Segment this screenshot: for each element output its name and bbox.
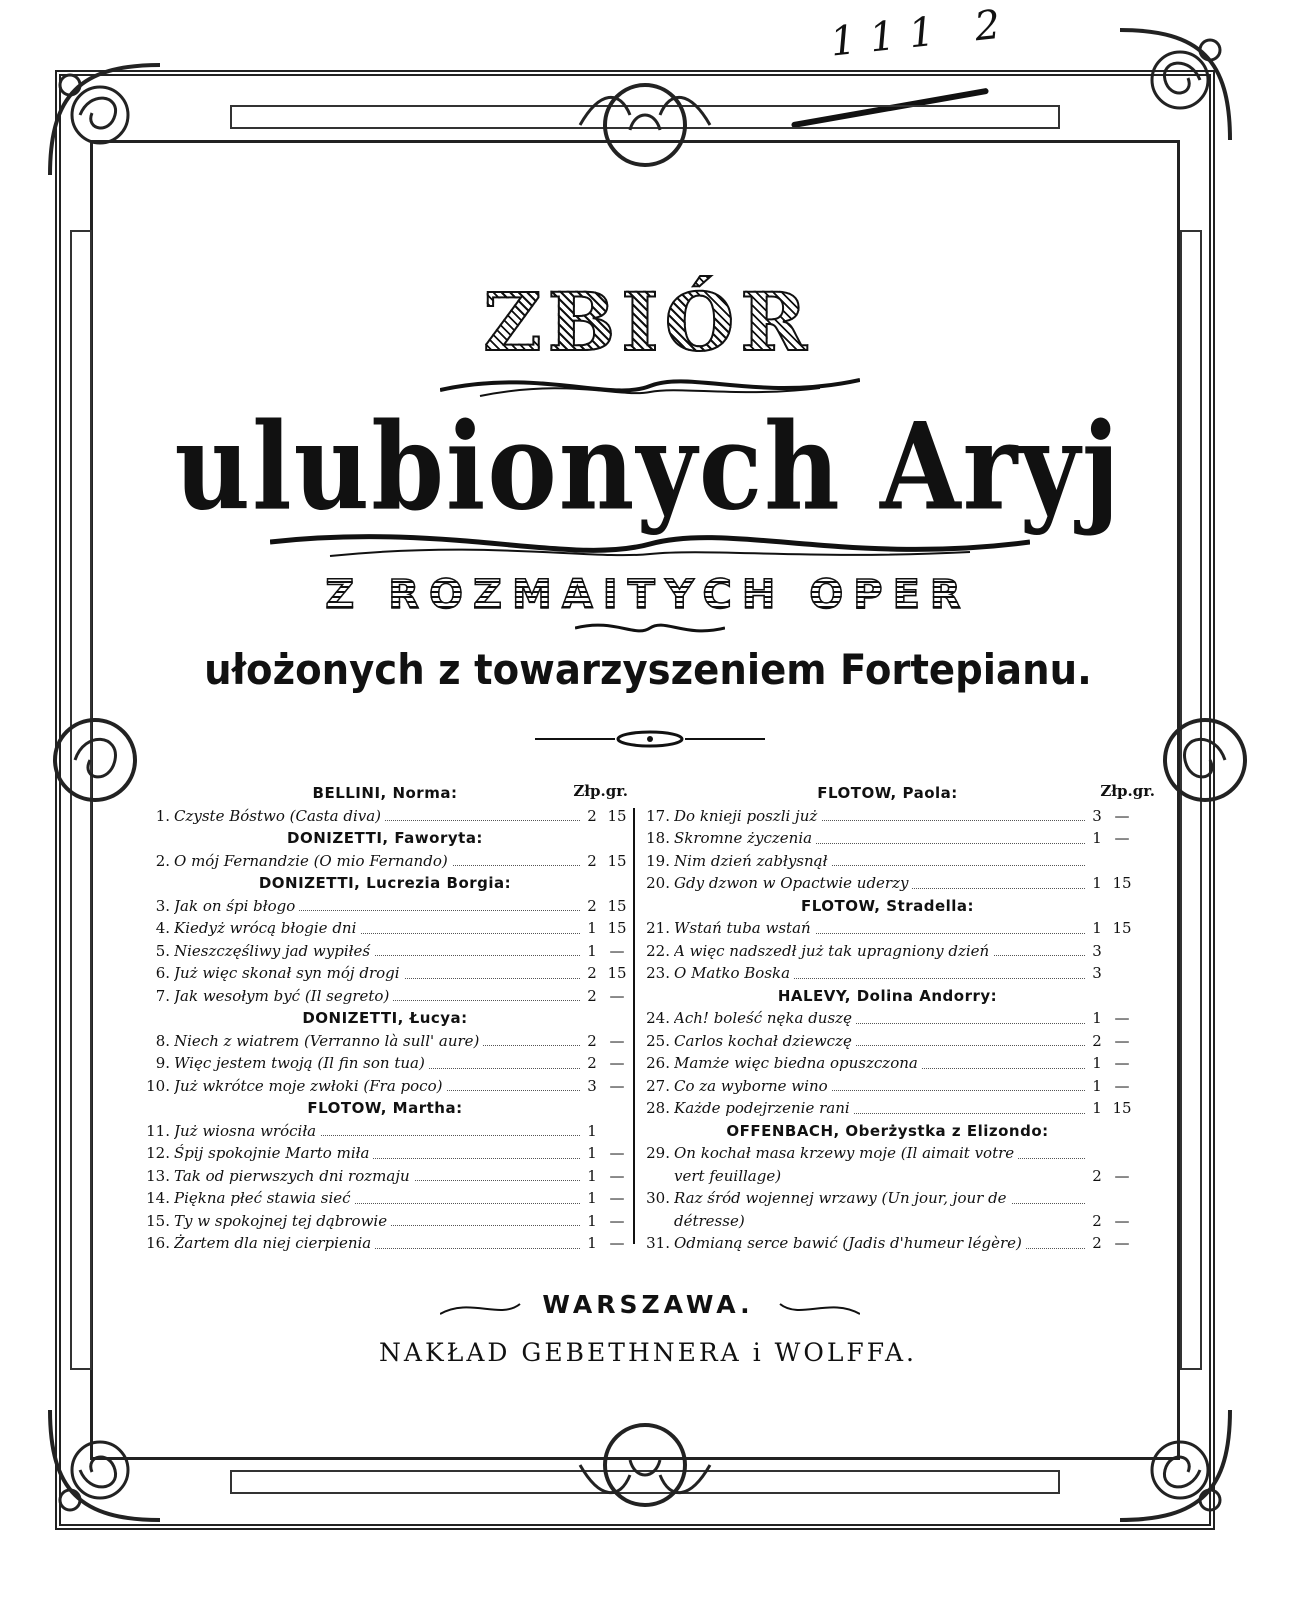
aria-entry [140,985,630,1008]
aria-number: 8. [155,1031,170,1050]
aria-number: 9. [155,1054,170,1072]
aria-entry [140,895,630,918]
aria-entry [640,917,1135,940]
aria-title-text: On kochał masa krzewy moje (Il aimait votre [674,1144,1018,1162]
price-zloty: 1 [587,1189,597,1207]
aria-number: 31. [646,1234,670,1252]
aria-title [174,962,580,985]
aria-number: 27. [646,1076,670,1095]
aria-title-text: Kiedyż wrócą błogie dni [174,919,360,937]
aria-title [174,917,580,940]
price-grosz: — [609,1211,625,1230]
aria-title [174,1187,580,1210]
price-zloty: 1 [587,919,597,937]
aria-title-text: vert feuillage) [674,1167,785,1185]
price-grosz: — [609,1054,625,1072]
aria-title [674,850,1085,873]
aria-title [674,1075,1085,1098]
aria-number: 14. [146,1189,170,1207]
title-zbior: ZBIÓR [0,275,1296,369]
price-grosz: 15 [607,964,627,982]
aria-title [174,1232,580,1255]
price-zloty: 1 [1092,1054,1102,1072]
aria-title-text: Śpij spokojnie Marto miła [174,1144,373,1162]
aria-title-text: Już wiosna wróciła [174,1122,320,1140]
aria-number: 6. [155,964,170,982]
aria-entry [640,872,1135,895]
price-zloty: 3 [1092,964,1102,982]
price-grosz [1109,962,1135,985]
price-zloty: 2 [587,851,597,870]
price-grosz: — [1114,1234,1130,1252]
aria-title [674,872,1085,895]
aria-title-text: Ach! boleść nęka duszę [674,1009,856,1027]
price-grosz [604,1120,630,1143]
corner-ornament-icon [40,1400,170,1530]
aria-entry [640,850,1135,873]
price-grosz: — [1114,829,1130,847]
aria-entry [640,1142,1135,1165]
aria-entry [140,1210,630,1233]
aria-number: 15. [146,1211,170,1230]
price-zloty: 2 [1092,1211,1102,1230]
aria-title-text: Tak od pierwszych dni rozmaju [174,1167,414,1185]
price-grosz: — [1114,1211,1130,1230]
price-zloty: 3 [1092,806,1102,825]
aria-entry [140,1187,630,1210]
aria-entry [640,1187,1135,1210]
aria-number: 10. [146,1076,170,1095]
column-divider [633,808,635,1244]
price-zloty: 2 [587,896,597,915]
aria-number: 23. [646,964,670,982]
aria-number: 5. [155,941,170,960]
price-zloty: 1 [1092,1009,1102,1027]
aria-number: 19. [646,851,670,870]
aria-entry [140,1075,630,1098]
aria-title-text: O Matko Boska [674,964,794,982]
aria-title [674,1210,1085,1233]
aria-number: 12. [146,1144,170,1162]
price-grosz: — [1114,1166,1130,1185]
composer-opera-heading: HALEVY, Dolina Andorry: [777,986,998,1005]
composer-opera-heading: DONIZETTI, Łucya: [302,1009,468,1027]
price-header: Złp.gr. [573,782,628,800]
aria-number: 29. [646,1144,670,1162]
aria-number [640,1210,674,1233]
price-zloty: 2 [1092,1031,1102,1050]
price-grosz: — [609,941,625,960]
aria-title [174,1120,580,1143]
aria-title-text: Gdy dzwon w Opactwie uderzy [674,874,912,892]
aria-number: 24. [646,1009,670,1027]
aria-title-text: Jak on śpi błogo [174,897,299,915]
aria-entry [640,827,1135,850]
composer-opera-heading: OFFENBACH, Oberżystka z Elizondo: [726,1121,1049,1140]
aria-number: 16. [146,1234,170,1252]
aria-entry [640,1030,1135,1053]
composer-opera-heading: DONIZETTI, Faworyta: [287,829,483,847]
aria-title [674,940,1085,963]
top-cartouche-icon [570,70,720,180]
aria-title-text: Co za wyborne wino [674,1077,832,1095]
aria-title [674,1232,1085,1255]
price-zloty [1085,1142,1109,1165]
aria-title-text: Do knieji poszli już [674,807,821,825]
aria-entry [640,1232,1135,1255]
price-grosz: 15 [607,919,627,937]
price-grosz: — [1114,1009,1130,1027]
aria-entry [640,962,1135,985]
price-zloty: 1 [1092,829,1102,847]
aria-title-text: Ty w spokojnej tej dąbrowie [174,1212,391,1230]
aria-title [174,1075,580,1098]
aria-entry [640,1007,1135,1030]
aria-title [174,1165,580,1188]
aria-number: 30. [646,1189,670,1207]
aria-title [674,827,1085,850]
aria-title [674,1097,1085,1120]
price-grosz [1109,1187,1135,1210]
aria-title [174,1142,580,1165]
price-grosz: — [609,1031,625,1050]
aria-title [674,1030,1085,1053]
price-zloty: 2 [1092,1166,1102,1185]
aria-number: 28. [646,1099,670,1117]
aria-entry [640,1097,1135,1120]
price-grosz [1109,1142,1135,1165]
small-swash-icon [575,618,725,638]
aria-entry [140,1165,630,1188]
price-grosz: — [1114,806,1130,825]
aria-entry [640,805,1135,828]
aria-title-text: détresse) [674,1212,749,1230]
price-zloty: 1 [1092,874,1102,892]
price-zloty: 2 [587,1031,597,1050]
price-grosz: — [609,1076,625,1095]
price-zloty: 1 [587,1234,597,1252]
aria-number: 25. [646,1031,670,1050]
price-zloty: 2 [587,1054,597,1072]
aria-title [674,917,1085,940]
aria-title-text: Już więc skonał syn mój drogi [174,964,404,982]
aria-title [174,1210,580,1233]
price-grosz: — [609,1144,625,1162]
aria-title [174,940,580,963]
price-zloty: 2 [587,986,597,1005]
aria-title-text: O mój Fernandzie (O mio Fernando) [174,852,452,870]
title-accompaniment: ułożonych z towarzyszeniem Fortepianu. [204,645,1092,694]
price-zloty: 1 [587,941,597,960]
price-grosz [1109,850,1135,873]
aria-entry [140,1120,630,1143]
price-zloty: 1 [587,1211,597,1230]
aria-entry [140,850,630,873]
aria-entry [140,1030,630,1053]
composer-opera-heading: FLOTOW, Martha: [307,1099,463,1117]
price-grosz: 15 [1112,874,1132,892]
price-zloty: 2 [587,806,597,825]
aria-title [174,895,580,918]
price-grosz [1109,940,1135,963]
price-grosz: — [609,1189,625,1207]
aria-title-text: Żartem dla niej cierpienia [174,1234,375,1252]
handwritten-note: 111 2 [828,0,1017,66]
aria-title-text: Carlos kochał dziewczę [674,1032,856,1050]
aria-entry [140,917,630,940]
aria-number: 11. [146,1121,170,1140]
price-zloty [1085,850,1109,873]
aria-number: 26. [646,1054,670,1072]
aria-entry [640,1165,1135,1188]
price-grosz: — [609,1234,625,1252]
aria-entry [140,1052,630,1075]
aria-title [174,985,580,1008]
title-main: ulubionych Aryj [174,395,1122,538]
price-zloty: 2 [587,964,597,982]
composer-opera-heading: FLOTOW, Paola: [817,784,958,802]
aria-entry [140,962,630,985]
aria-title [674,1052,1085,1075]
aria-title-text: Niech z wiatrem (Verranno là sull' aure) [174,1032,483,1050]
price-zloty: 3 [587,1076,597,1095]
price-zloty: 1 [587,1166,597,1185]
aria-entry [140,805,630,828]
aria-title [674,1165,1085,1188]
aria-title [674,1187,1085,1210]
imprint-city: WARSZAWA. [542,1290,754,1319]
composer-opera-heading: DONIZETTI, Lucrezia Borgia: [258,874,512,892]
price-header: Złp.gr. [1100,782,1155,800]
bottom-cartouche-icon [570,1410,720,1520]
aria-title-text: Mamże więc biedna opuszczona [674,1054,922,1072]
aria-title-text: Wstań tuba wstań [674,919,815,937]
contents-left-column [140,782,630,1255]
aria-number: 21. [646,919,670,937]
price-grosz: 15 [607,806,627,825]
aria-entry [140,1142,630,1165]
price-zloty: 1 [1092,1076,1102,1095]
price-zloty: 1 [1092,919,1102,937]
aria-title-text: Każde podejrzenie rani [674,1099,854,1117]
aria-number: 22. [646,941,670,960]
aria-title [674,805,1085,828]
aria-number: 1. [155,806,170,825]
price-grosz: — [1114,1031,1130,1050]
aria-title-text: Jak wesołym być (Il segreto) [174,987,393,1005]
small-swash-icon [535,728,765,750]
aria-number: 20. [646,874,670,892]
aria-number: 7. [155,986,170,1005]
price-zloty: 2 [1092,1234,1102,1252]
aria-title-text: Już wkrótce moje zwłoki (Fra poco) [174,1077,446,1095]
aria-title-text: Czyste Bóstwo (Casta diva) [174,807,385,825]
aria-title [174,850,580,873]
aria-entry [140,1232,630,1255]
aria-title [174,1052,580,1075]
swash-divider-icon [270,522,1030,566]
aria-entry [140,940,630,963]
corner-ornament-icon [1110,20,1240,150]
contents-right-column [640,782,1155,1255]
price-grosz: 15 [1112,1099,1132,1117]
corner-ornament-icon [40,55,170,185]
aria-number: 4. [155,919,170,937]
composer-opera-heading: BELLINI, Norma: [312,784,458,802]
aria-title-text: Nieszczęśliwy jad wypiłeś [174,942,374,960]
price-zloty: 1 [587,1144,597,1162]
corner-ornament-icon [1110,1400,1240,1530]
aria-title-text: Raz śród wojennej wrzawy (Un jour, jour de [674,1189,1011,1207]
aria-number: 3. [155,896,170,915]
price-grosz: 15 [607,896,627,915]
price-grosz: 15 [607,851,627,870]
aria-entry [640,1075,1135,1098]
aria-title [674,962,1085,985]
title-subtitle: Z ROZMAITYCH OPER [0,572,1296,618]
aria-title-text: Więc jestem twoją (Il fin son tua) [174,1054,429,1072]
aria-title [674,1142,1085,1165]
aria-entry [640,940,1135,963]
aria-number: 13. [146,1166,170,1185]
aria-number: 2. [155,851,170,870]
composer-opera-heading: FLOTOW, Stradella: [800,896,975,915]
price-grosz: — [1114,1054,1130,1072]
aria-entry [640,1210,1135,1233]
price-zloty [1085,1187,1109,1210]
aria-title-text: A więc nadszedł już tak upragniony dzień [674,942,993,960]
price-zloty: 1 [587,1121,597,1140]
price-grosz: 15 [1112,919,1132,937]
imprint-publisher: NAKŁAD GEBETHNERA i WOLFFA. [379,1338,917,1367]
price-grosz: — [1114,1076,1130,1095]
aria-number: 17. [646,806,670,825]
aria-title-text: Skromne życzenia [674,829,816,847]
aria-entry [640,1052,1135,1075]
price-zloty: 3 [1092,941,1102,960]
aria-title [174,1030,580,1053]
aria-number: 18. [646,829,670,847]
price-grosz: — [609,1166,625,1185]
aria-title-text: Piękna płeć stawia sieć [174,1189,355,1207]
price-zloty: 1 [1092,1099,1102,1117]
aria-title-text: Odmianą serce bawić (Jadis d'humeur légère) [674,1234,1026,1252]
aria-title [174,805,580,828]
aria-number [640,1165,674,1188]
aria-title [674,1007,1085,1030]
aria-title-text: Nim dzień zabłysnął [674,852,831,870]
price-grosz: — [609,986,625,1005]
